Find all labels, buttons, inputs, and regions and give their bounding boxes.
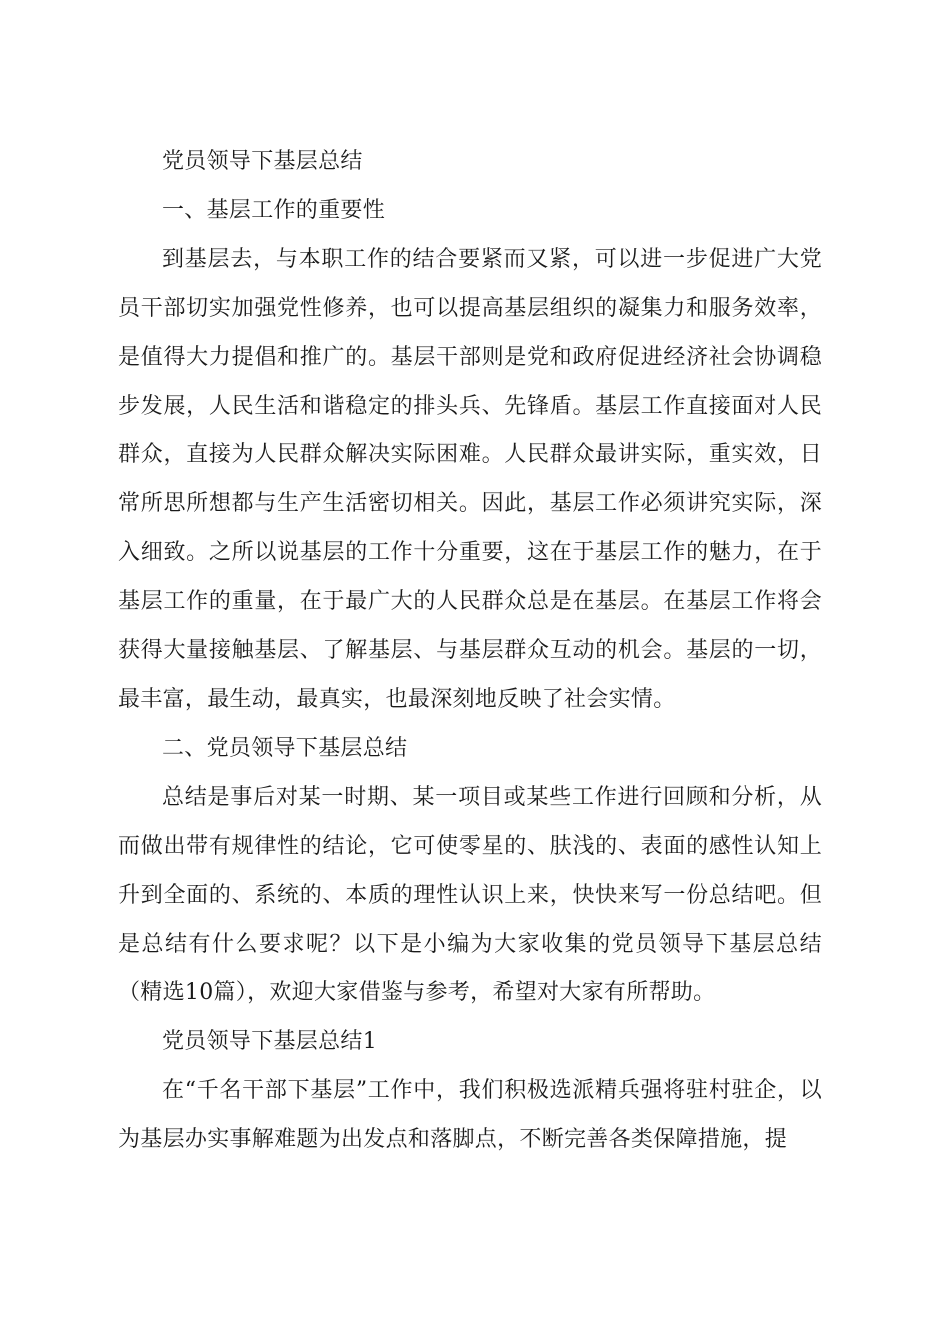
section-heading-1: 一、基层工作的重要性 bbox=[162, 197, 386, 223]
subsection-heading-1: 党员领导下基层总结1 bbox=[162, 1029, 377, 1055]
section-heading-2: 二、党员领导下基层总结 bbox=[162, 735, 408, 761]
document-title: 党员领导下基层总结 bbox=[162, 149, 363, 174]
document-body bbox=[118, 138, 822, 1165]
body-paragraph-3: 在“千名干部下基层”工作中，我们积极选派精兵强将驻村驻企，以为基层办实事解难题为出发点和落脚点，不断完善各类保障措施，提 bbox=[118, 1078, 822, 1153]
body-paragraph-2: 总结是事后对某一时期、某一项目或某些工作进行回顾和分析，从而做出带有规律性的结论，它可使零星的、肤浅的、表面的感性认知上升到全面的、系统的、本质的理性认识上来，快快来写一份总结吧。但是总结有什么要求呢？以下是小编为大家收集的党员领导下基层总结（精选10篇），欢迎大家借鉴与参考，希望对大家有所帮助。 bbox=[118, 784, 822, 1006]
body-paragraph-1: 到基层去，与本职工作的结合要紧而又紧，可以进一步促进广大党员干部切实加强党性修养，也可以提高基层组织的凝集力和服务效率，是值得大力提倡和推广的。基层干部则是党和政府促进经济社会协调稳步发展，人民生活和谐稳定的排头兵、先锋盾。基层工作直接面对人民群众，直接为人民群众解决实际困难。人民群众最讲实际，重实效，日常所思所想都与生产生活密切相关。因此，基层工作必须讲究实际，深入细致。之所以说基层的工作十分重要，这在于基层工作的魅力，在于基层工作的重量，在于最广大的人民群众总是在基层。在基层工作将会获得大量接触基层、了解基层、与基层群众互动的机会。基层的一切，最丰富，最生动，最真实，也最深刻地反映了社会实情。 bbox=[118, 246, 822, 712]
